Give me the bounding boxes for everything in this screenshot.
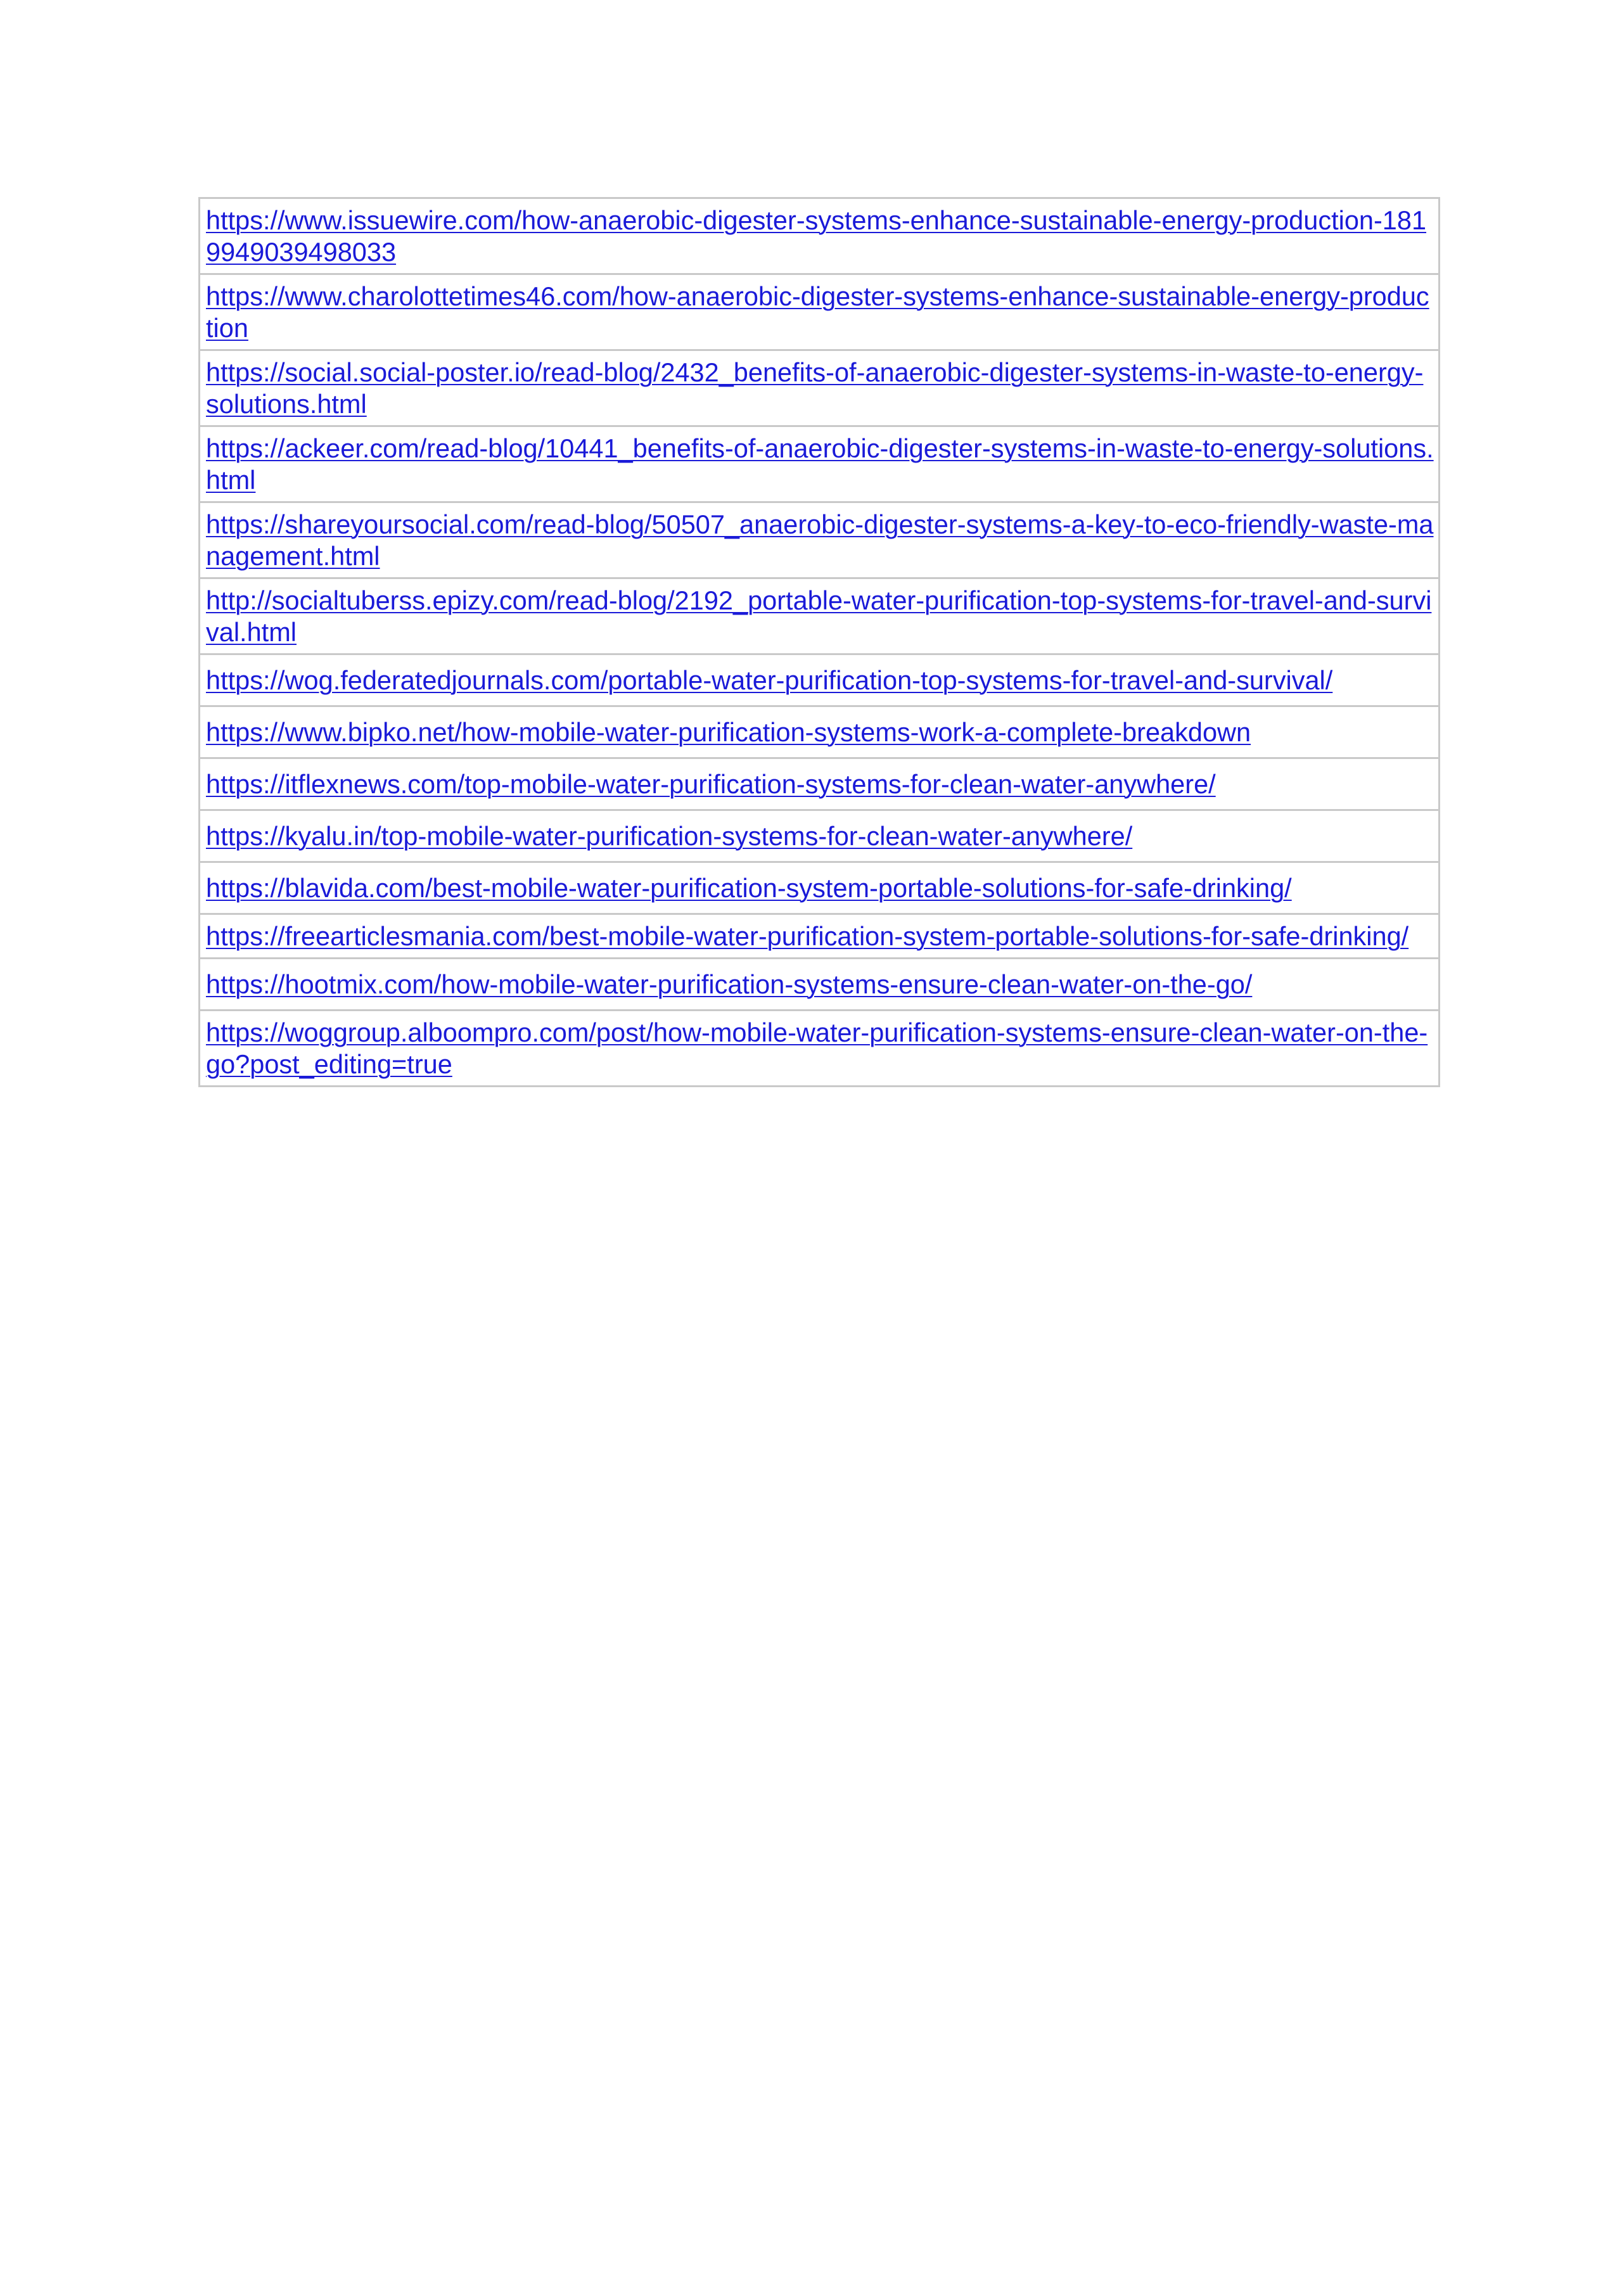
link-cell [200, 502, 1440, 578]
table-row [200, 198, 1440, 274]
table-row [200, 502, 1440, 578]
table-row [200, 706, 1440, 758]
link[interactable]: https://ackeer.com/read-blog/10441_benefits-of-anaerobic-digester-systems-in-waste-to-energy-solutions.html [206, 433, 1434, 495]
table-row [200, 959, 1440, 1011]
table-row [200, 914, 1440, 959]
table-row [200, 758, 1440, 810]
link-cell [200, 810, 1440, 862]
link-cell [200, 959, 1440, 1011]
link[interactable]: https://shareyoursocial.com/read-blog/50507_anaerobic-digester-systems-a-key-to-eco-friendly-waste-management.html [206, 509, 1434, 571]
table-row [200, 862, 1440, 914]
link-cell [200, 578, 1440, 654]
link[interactable]: https://www.issuewire.com/how-anaerobic-digester-systems-enhance-sustainable-energy-production-1819949039498033 [206, 205, 1427, 267]
table-row [200, 274, 1440, 350]
link-cell [200, 758, 1440, 810]
link-cell [200, 1011, 1440, 1087]
link[interactable]: https://blavida.com/best-mobile-water-purification-system-portable-solutions-for-safe-drinking/ [206, 873, 1292, 903]
link-cell [200, 706, 1440, 758]
link-cell [200, 862, 1440, 914]
link-cell [200, 274, 1440, 350]
link[interactable]: https://social.social-poster.io/read-blog/2432_benefits-of-anaerobic-digester-systems-in-waste-to-energy-solutions.html [206, 357, 1424, 419]
table-row [200, 1011, 1440, 1087]
table-row [200, 578, 1440, 654]
link[interactable]: https://www.bipko.net/how-mobile-water-purification-systems-work-a-complete-breakdown [206, 717, 1251, 747]
table-row [200, 426, 1440, 502]
table-row [200, 350, 1440, 426]
link-cell [200, 914, 1440, 959]
link[interactable]: https://woggroup.alboompro.com/post/how-mobile-water-purification-systems-ensure-clean-water-on-the-go?post_editing=true [206, 1017, 1428, 1079]
link[interactable]: https://hootmix.com/how-mobile-water-purification-systems-ensure-clean-water-on-the-go/ [206, 969, 1253, 999]
link[interactable]: https://itflexnews.com/top-mobile-water-purification-systems-for-clean-water-anywhere/ [206, 769, 1216, 799]
link[interactable]: https://www.charolottetimes46.com/how-anaerobic-digester-systems-enhance-sustainable-energy-production [206, 281, 1429, 343]
link-cell [200, 654, 1440, 706]
table-row [200, 810, 1440, 862]
link-cell [200, 350, 1440, 426]
link-cell [200, 198, 1440, 274]
link[interactable]: https://wog.federatedjournals.com/portable-water-purification-top-systems-for-travel-and-survival/ [206, 665, 1333, 695]
link[interactable]: https://kyalu.in/top-mobile-water-purification-systems-for-clean-water-anywhere/ [206, 821, 1133, 851]
table-row [200, 654, 1440, 706]
links-table [198, 197, 1440, 1087]
link[interactable]: http://socialtuberss.epizy.com/read-blog/2192_portable-water-purification-top-systems-for-travel-and-survival.html [206, 585, 1432, 647]
link[interactable]: https://freearticlesmania.com/best-mobile-water-purification-system-portable-solutions-for-safe-drinking/ [206, 921, 1409, 951]
link-cell [200, 426, 1440, 502]
